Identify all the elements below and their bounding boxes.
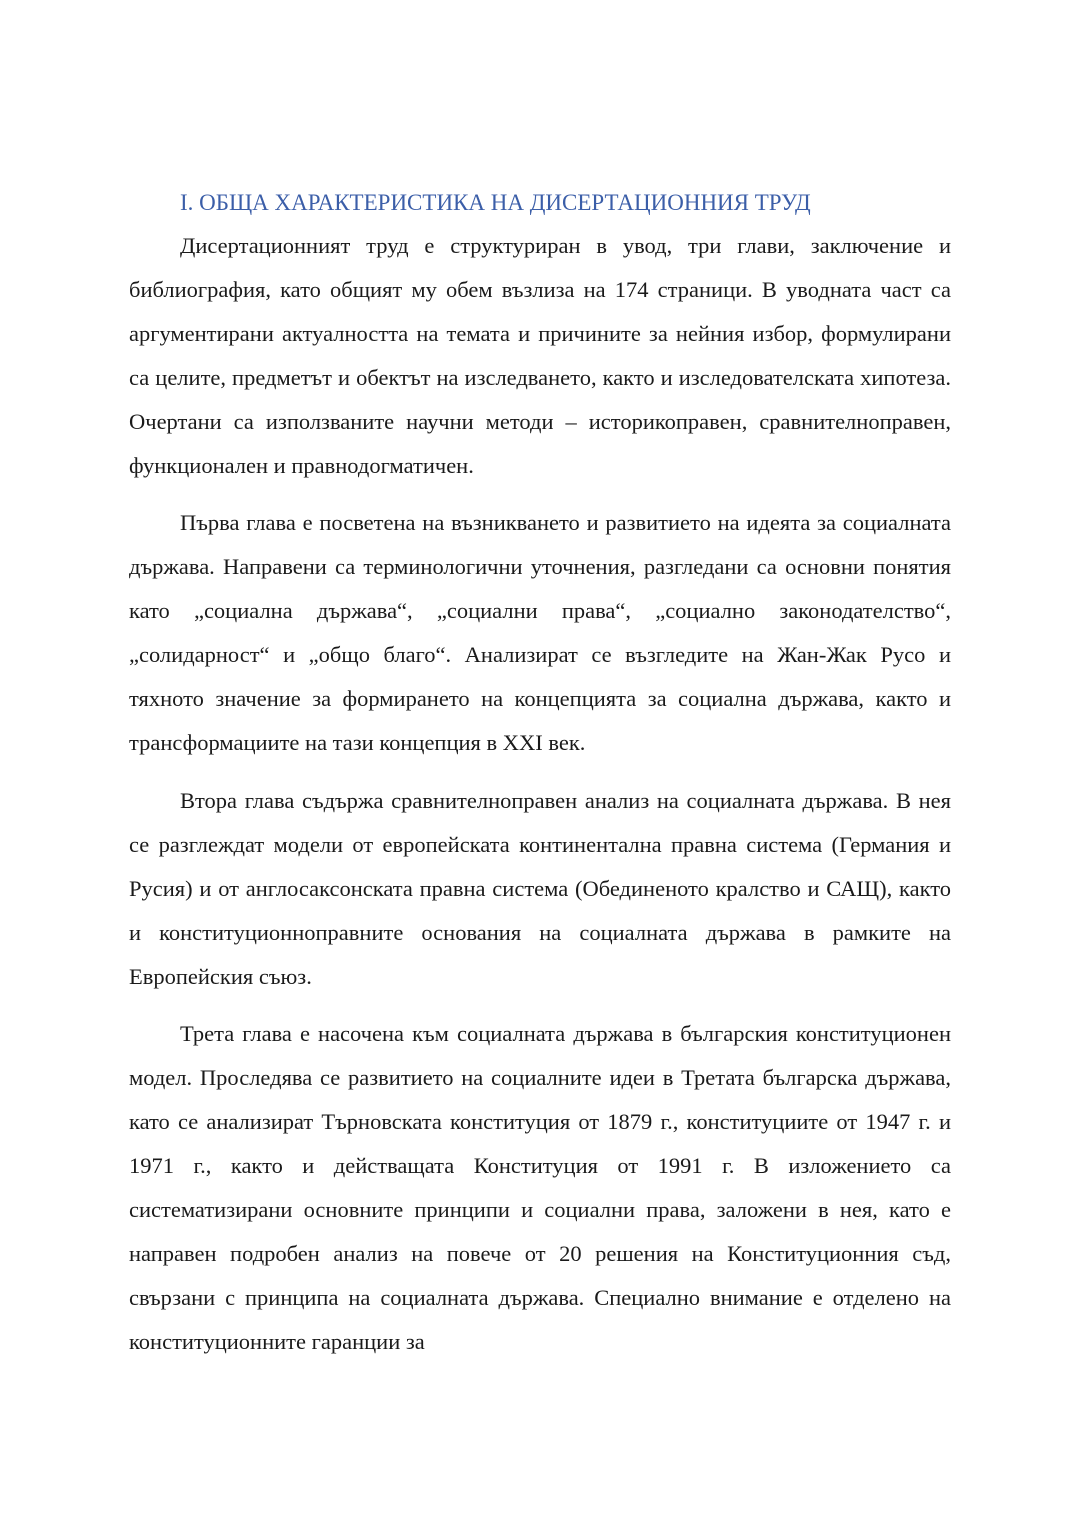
paragraph-chapter-one: Първа глава е посветена на възникването и развитието на идеята за социалната държава. Направени са терминологични уточнения, разгледани са основни понятия като „социална държава“, „социални права“, „социално законодателство“, „солидарност“ и „общо благо“. Анализират се възгледите на Жан-Жак Русо и тяхното значение за формирането на концепцията за социална държава, както и трансформациите на тази концепция в XXI век. <box>129 510 951 755</box>
section-heading: I. ОБЩА ХАРАКТЕРИСТИКА НА ДИСЕРТАЦИОННИЯ ТРУД <box>180 190 811 215</box>
page-content <box>129 182 951 1378</box>
paragraph-introduction: Дисертационният труд е структуриран в увод, три глави, заключение и библиография, като общият му обем възлиза на 174 страници. В уводната част са аргументирани актуалността на темата и причините за нейния избор, формулирани са целите, предметът и обектът на изследването, както и изследователската хипотеза. Очертани са използваните научни методи – историкоправен, сравнителноправен, функционален и правнодогматичен. <box>129 233 951 478</box>
paragraph-chapter-three: Трета глава е насочена към социалната държава в българския конституционен модел. Проследява се развитието на социалните идеи в Третата българска държава, като се анализират Търновската конституция от 1879 г., конституциите от 1947 г. и 1971 г., както и действащата Конституция от 1991 г. В изложението са систематизирани основните принципи и социални права, заложени в нея, като е направен подробен анализ на повече от 20 решения на Конституционния съд, свързани с принципа на социалната държава. Специално внимание е отделено на конституционните гаранции за <box>129 1021 951 1354</box>
paragraph-chapter-two: Втора глава съдържа сравнителноправен анализ на социалната държава. В нея се разглеждат модели от европейската континентална правна система (Германия и Русия) и от англосаксонската правна система (Обединеното кралство и САЩ), както и конституционноправните основания на социалната държава в рамките на Европейския съюз. <box>129 787 951 989</box>
